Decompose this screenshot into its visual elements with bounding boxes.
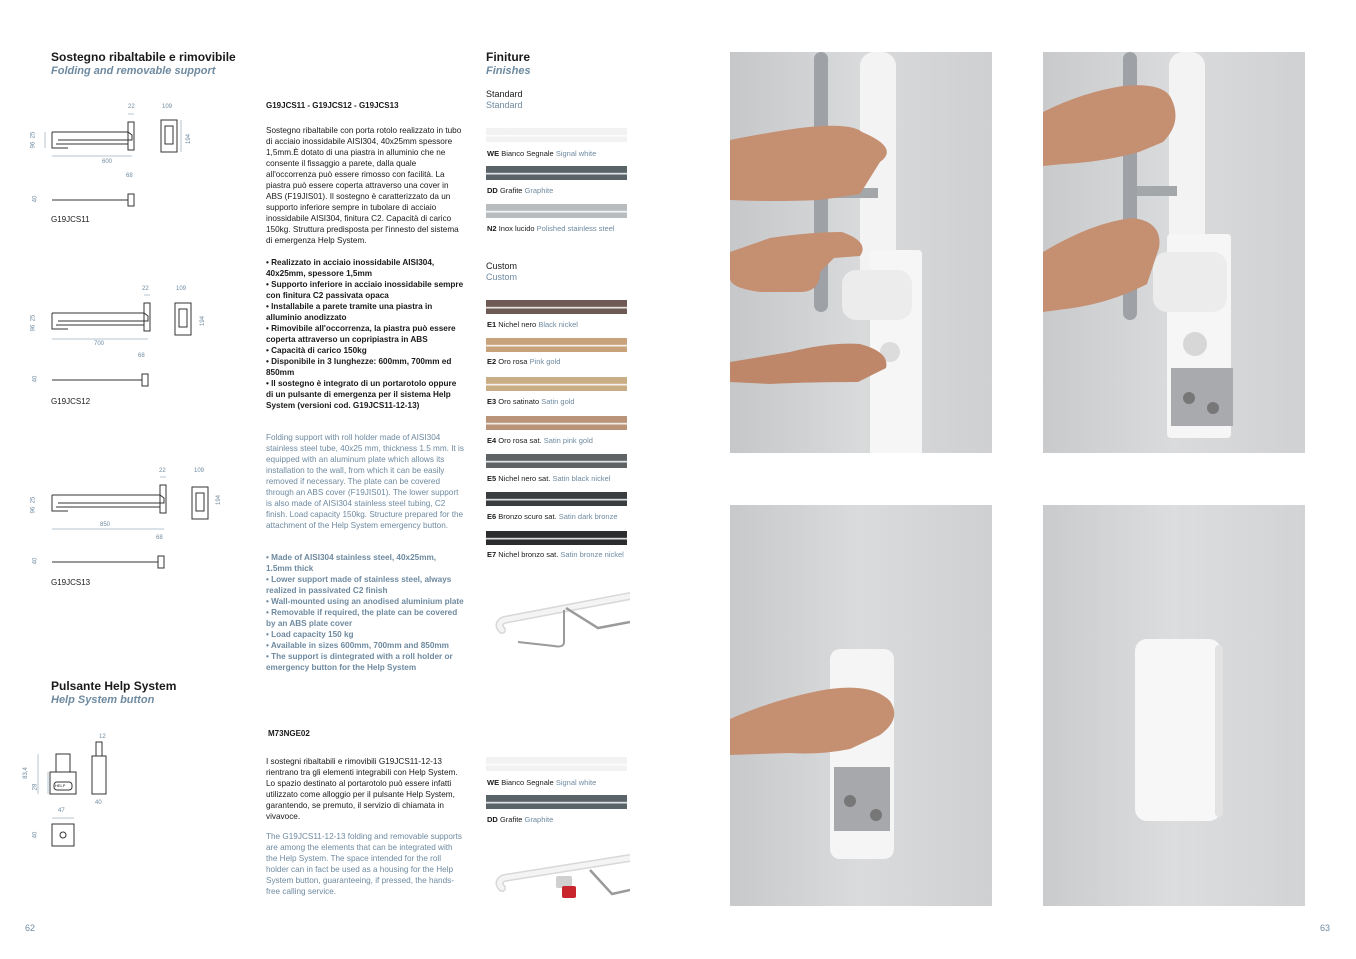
features-en (266, 552, 464, 673)
help-button-illustration (494, 850, 630, 908)
swatch-we-2 (486, 757, 627, 771)
section-title-support: Sostegno ribaltabile e rimovibile (51, 50, 236, 64)
product-codes: G19JCS11 - G19JCS12 - G19JCS13 (266, 101, 399, 110)
feature-en-item: • Lower support made of stainless steel, always realized in passivated C2 finish (266, 575, 452, 595)
feature-en-item: • Load capacity 150 kg (266, 630, 354, 639)
photo-support-grip (1043, 52, 1305, 453)
finish-label-e1: E1 Nichel nero Black nickel (487, 320, 578, 329)
feature-it-item: • Il sostegno è integrato di un portarotolo oppure di un pulsante di emergenza per il sistema Help System (versioni cod. G19JCS11-12-13) (266, 379, 457, 410)
finish-label-e4: E4 Oro rosa sat. Satin pink gold (487, 436, 593, 445)
swatch-we (486, 128, 627, 142)
feature-en-item: • Made of AISI304 stainless steel, 40x25mm, 1.5mm thick (266, 553, 437, 573)
feature-en-item: • Wall-mounted using an anodised aluminium plate (266, 597, 464, 606)
finishes-subtitle: Finishes (486, 65, 531, 77)
finish-label-e6: E6 Bronzo scuro sat. Satin dark bronze (487, 512, 618, 521)
photo-plate-cover (1043, 505, 1305, 906)
roll-holder-illustration (494, 578, 630, 658)
features-it (266, 257, 464, 411)
description-it: Sostegno ribaltabile con porta rotolo realizzato in tubo di acciaio inossidabile AISI304, 40x25mm spessore 1,5mm.È dotato di una piastra in alluminio che ne consente il fissaggio a parete, dalla quale all'occorrenza può essere rimosso con facilità. La piastra può essere coperta attraverso una cover in ABS (F19JIS01). Il sostegno è caratterizzato da un supporto inferiore sempre in tubolare di acciaio inossidabile AISI304, finitura C2. Capacità di carico 150kg. Struttura predisposta per l'innesto del sistema di emergenza Help System. (266, 126, 462, 245)
page-number-left: 62 (25, 923, 36, 933)
feature-it-item: • Installabile a parete tramite una piastra in alluminio anodizzato (266, 302, 433, 322)
section-subtitle-support: Folding and removable support (51, 65, 216, 77)
swatch-dd-2 (486, 795, 627, 809)
finish-label-e2: E2 Oro rosa Pink gold (487, 357, 561, 366)
description-en: Folding support with roll holder made of AISI304 stainless steel tube, 40x25 mm, thickness 1.5 mm. It is equipped with an aluminum plate which allows its installation to the wall, from which it can be easily removed if necessary. The plate can be covered through an ABS cover (F19JIS01). The lower support is also made of AISI304 stainless steel tubing, C2 finish. Load capacity 150kg. Structure prepared for the attachment of the Help System emergency button. (266, 433, 464, 530)
swatch-e5 (486, 454, 627, 468)
technical-drawing-g19jcs11: 22 109 194 96 25 600 68 40 (28, 100, 238, 230)
page-number-right: 63 (1320, 923, 1331, 933)
swatch-n2 (486, 204, 627, 218)
feature-en-item: • Removable if required, the plate can be covered by an ABS plate cover (266, 608, 458, 628)
drawing-code-g19jcs12: G19JCS12 (51, 397, 91, 406)
drawing-code-g19jcs13: G19JCS13 (51, 578, 91, 587)
technical-drawing-g19jcs12: 22 109 194 96 25 700 68 40 (28, 283, 238, 393)
finish-label-we-2: WE Bianco Segnale Signal white (487, 778, 597, 787)
photo-support-pull-button (730, 52, 992, 453)
photo-plate-hand (730, 505, 992, 906)
finish-label-e7: E7 Nichel bronzo sat. Satin bronze nickel (487, 550, 624, 559)
finish-label-e5: E5 Nichel nero sat. Satin black nickel (487, 474, 611, 483)
standard-heading: Standard (486, 89, 523, 99)
section-subtitle-help: Help System button (51, 694, 155, 706)
swatch-e6 (486, 492, 627, 506)
feature-it-item: • Capacità di carico 150kg (266, 346, 367, 355)
finish-label-dd-2: DD Grafite Graphite (487, 815, 554, 824)
help-description-it: I sostegni ribaltabili e rimovibili G19JCS11-12-13 rientrano tra gli elementi integrabili con Help System. Lo spazio destinato al portarotolo può essere infatti utilizzato come alloggio per il pulsante Help System, garantendo, se premuto, il servizio di chiamata in vivavoce. (266, 757, 458, 821)
feature-it-item: • Rimovibile all'occorrenza, la piastra può essere coperta attraverso un copripiastra in ABS (266, 324, 456, 344)
section-title-help: Pulsante Help System (51, 679, 177, 693)
swatch-e2 (486, 338, 627, 352)
swatch-e3 (486, 377, 627, 391)
finish-label-we: WE Bianco Segnale Signal white (487, 149, 597, 158)
custom-heading-en: Custom (486, 272, 518, 282)
custom-heading: Custom (486, 261, 518, 271)
feature-it-item: • Disponibile in 3 lunghezze: 600mm, 700mm ed 850mm (266, 357, 452, 377)
feature-en-item: • Available in sizes 600mm, 700mm and 850mm (266, 641, 449, 650)
finish-label-dd: DD Grafite Graphite (487, 186, 554, 195)
feature-it-item: • Supporto inferiore in acciaio inossidabile sempre con finitura C2 passivata opaca (266, 280, 464, 300)
drawing-code-g19jcs11: G19JCS11 (51, 215, 90, 224)
technical-drawing-g19jcs13: 22 109 194 96 25 850 68 40 (28, 465, 238, 580)
feature-it-item: • Realizzato in acciaio inossidabile AISI304, 40x25mm, spessore 1,5mm (266, 258, 435, 278)
swatch-dd (486, 166, 627, 180)
standard-heading-en: Standard (486, 100, 523, 110)
swatch-e1 (486, 300, 627, 314)
technical-drawing-help-button: HELP 12 83,4 28 40 47 40 (20, 732, 130, 852)
help-description-en: The G19JCS11-12-13 folding and removable supports are among the elements that can be integrated with the Help System. The space intended for the roll holder can in fact be used as a housing for the Help System button, guaranteeing, if pressed, the hands-free calling service. (266, 832, 463, 896)
finish-label-n2: N2 Inox lucido Polished stainless steel (487, 224, 615, 233)
product-code-help: M73NGE02 (268, 729, 310, 738)
feature-en-item: • The support is dintegrated with a roll holder or emergency button for the Help System (266, 652, 453, 672)
finishes-title: Finiture (486, 50, 530, 64)
swatch-e7 (486, 531, 627, 545)
swatch-e4 (486, 416, 627, 430)
finish-label-e3: E3 Oro satinato Satin gold (487, 397, 575, 406)
